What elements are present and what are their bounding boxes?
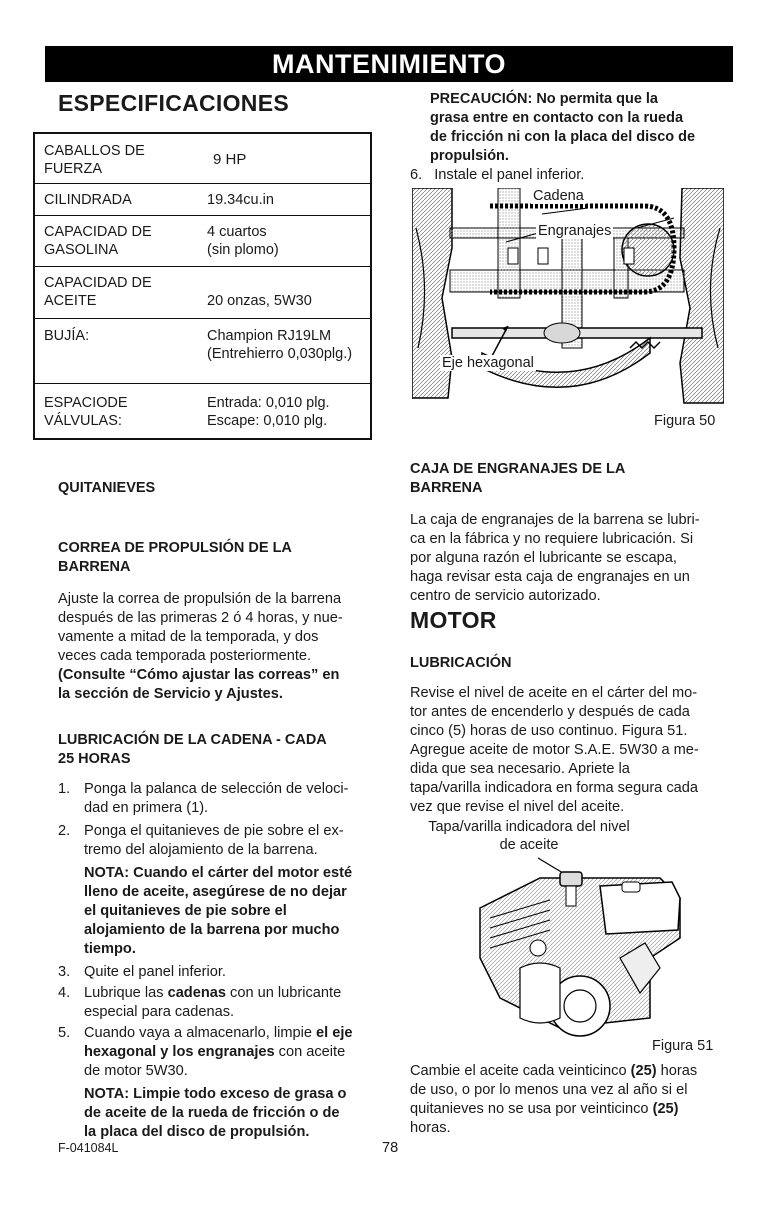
heading-line: 25 HORAS: [58, 751, 131, 767]
text-span: hexagonal y los engranajes: [84, 1044, 275, 1060]
correa-heading: [58, 539, 292, 577]
text-line: grasa entre en contacto con la rueda: [430, 110, 684, 126]
text-span: (25): [652, 1101, 679, 1117]
lubricacion-body: [410, 684, 699, 817]
list-item: [58, 780, 388, 818]
header-bar: [45, 46, 733, 82]
text-span: Lubrique las: [84, 985, 168, 1001]
heading-line: LUBRICACIÓN DE LA CADENA - CADA: [58, 732, 327, 748]
spec-label: ESPACIODE: [44, 395, 128, 411]
spec-value: (Entrehierro 0,030plg.): [207, 346, 353, 362]
heading-line: BARRENA: [58, 559, 131, 575]
quitanieves-heading: QUITANIEVES: [58, 480, 156, 496]
spec-value: 20 onzas, 5W30: [207, 293, 312, 309]
text-line: cinco (5) horas de uso continuo. Figura 51.: [410, 723, 688, 739]
spec-value: 9 HP: [213, 151, 247, 168]
text-line: Revise el nivel de aceite en el cárter del mo-: [410, 685, 698, 701]
final-paragraph: [410, 1062, 697, 1138]
text-line: de motor 5W30.: [84, 1063, 188, 1079]
text-line: por alguna razón el lubricante se escapa,: [410, 550, 677, 566]
step-number: 6.: [410, 167, 423, 183]
lubricacion-heading: LUBRICACIÓN: [410, 655, 512, 671]
text-line: ca en la fábrica y no requiere lubricación. Si: [410, 531, 694, 547]
page-number: 78: [382, 1140, 399, 1156]
figure-50-caption: Figura 50: [654, 413, 716, 429]
text-span: quitanieves no se usa por veinticinco: [410, 1101, 653, 1117]
figure-50: [412, 188, 724, 434]
motor-heading: MOTOR: [410, 607, 497, 633]
list-item: [410, 166, 584, 185]
label-cadena: Cadena: [533, 188, 584, 204]
text-line: tiempo.: [84, 941, 136, 957]
text-line: vez que revise el nivel del aceite.: [410, 799, 625, 815]
spec-value: Escape: 0,010 plg.: [207, 413, 328, 429]
text-line: veces cada temporada posteriormente.: [58, 648, 312, 664]
text-line: después de las primeras 2 ó 4 horas, y nue-: [58, 610, 343, 626]
text-line: la placa del disco de propulsión.: [84, 1124, 310, 1140]
text-line: de fricción ni con la placa del disco de: [430, 129, 696, 145]
text-span: Cambie el aceite cada veinticinco: [410, 1063, 631, 1079]
text-line: Agregue aceite de motor S.A.E. 5W30 a me-: [410, 742, 699, 758]
text-line: La caja de engranajes de la barrena se lubri-: [410, 512, 700, 528]
text-line: alojamiento de la barrena por mucho: [84, 922, 340, 938]
step-number: 3.: [58, 964, 71, 980]
spec-row: [35, 319, 370, 384]
specs-table: [33, 132, 372, 440]
header-title: MANTENIMIENTO: [272, 49, 506, 79]
heading-line: CAJA DE ENGRANAJES DE LA: [410, 461, 626, 477]
caja-heading: [410, 460, 625, 498]
correa-body: [58, 590, 343, 704]
heading-line: BARRENA: [410, 480, 483, 496]
text-span: horas: [656, 1063, 698, 1079]
spec-row: [35, 384, 370, 438]
spec-label: CAPACIDAD DE: [44, 275, 152, 291]
spec-label: CILINDRADA: [44, 192, 132, 208]
caja-body: [410, 511, 700, 606]
list-item: [58, 984, 388, 1022]
figure-51: [410, 818, 724, 1058]
text-line: Ponga el quitanieves de pie sobre el ex-: [84, 823, 344, 839]
text-span: cadenas: [167, 985, 226, 1001]
steps-list: [58, 780, 388, 1142]
step-number: 1.: [58, 781, 71, 797]
text-line: centro de servicio autorizado.: [410, 588, 601, 604]
text-line: PRECAUCIÓN: No permita que la: [430, 91, 658, 107]
engine-illustration: [410, 818, 724, 1058]
text-span: con un lubricante: [226, 985, 342, 1001]
text-span: con aceite: [274, 1044, 346, 1060]
text-line: tor antes de encenderlo y después de cada: [410, 704, 690, 720]
spec-row: [35, 184, 370, 216]
spec-value: 19.34cu.in: [207, 192, 274, 208]
list-item: [58, 1024, 388, 1081]
spec-label: GASOLINA: [44, 242, 119, 258]
spec-value: Champion RJ19LM: [207, 328, 332, 344]
text-span: Cuando vaya a almacenarlo, limpie: [84, 1025, 317, 1041]
spec-value: Entrada: 0,010 plg.: [207, 395, 330, 411]
text-line: Instale el panel inferior.: [434, 167, 585, 183]
spec-label: ACEITE: [44, 293, 97, 309]
text-line: Quite el panel inferior.: [84, 964, 226, 980]
step-number: 5.: [58, 1025, 71, 1041]
nota-1: [58, 864, 388, 959]
footer-code: F-041084L: [58, 1141, 119, 1155]
nota-2: [58, 1085, 388, 1142]
text-line: especial para cadenas.: [84, 1004, 235, 1020]
text-line: de uso, o por lo menos una vez al año si el: [410, 1082, 688, 1098]
lub-cadena-heading: [58, 731, 327, 769]
text-span: el eje: [316, 1025, 353, 1041]
text-line: propulsión.: [430, 148, 509, 164]
text-line: Ponga la palanca de selección de veloci-: [84, 781, 349, 797]
spec-label: BUJÍA:: [44, 328, 90, 344]
text-line: el quitanieves de pie sobre el: [84, 903, 287, 919]
text-line: haga revisar esta caja de engranajes en un: [410, 569, 690, 585]
text-line: tapa/varilla indicadora en forma segura cada: [410, 780, 698, 796]
label-eje-hexagonal: Eje hexagonal: [442, 355, 534, 371]
text-line: horas.: [410, 1120, 451, 1136]
text-line: vamente a mitad de la temporada, y dos: [58, 629, 319, 645]
text-line: tremo del alojamiento de la barrena.: [84, 842, 318, 858]
label-engranajes: Engranajes: [538, 223, 612, 239]
text-line: de aceite: [499, 837, 559, 853]
spec-value: 4 cuartos: [207, 224, 267, 240]
spec-label: CAPACIDAD DE: [44, 224, 152, 240]
text-span: (25): [630, 1063, 657, 1079]
text-line: dad en primera (1).: [84, 800, 209, 816]
spec-row: [35, 134, 370, 184]
spec-row: [35, 216, 370, 267]
text-line: lleno de aceite, asegúrese de no dejar: [84, 884, 347, 900]
spec-label: FUERZA: [44, 161, 102, 177]
step-number: 2.: [58, 823, 71, 839]
heading-line: CORREA DE PROPULSIÓN DE LA: [58, 540, 292, 556]
specs-heading: ESPECIFICACIONES: [58, 90, 290, 116]
text-line: NOTA: Limpie todo exceso de grasa o: [84, 1086, 347, 1102]
step-number: 4.: [58, 985, 71, 1001]
precaucion: [430, 90, 695, 166]
spec-value: (sin plomo): [207, 242, 279, 258]
text-line: NOTA: Cuando el cárter del motor esté: [84, 865, 353, 881]
text-line: dida que sea necesario. Apriete la: [410, 761, 630, 777]
list-item: [58, 963, 388, 982]
text-line: (Consulte “Cómo ajustar las correas” en: [58, 667, 340, 683]
figure-51-caption: Figura 51: [652, 1038, 714, 1054]
list-item: [58, 822, 388, 860]
text-line: Ajuste la correa de propulsión de la barrena: [58, 591, 342, 607]
spec-row: [35, 267, 370, 319]
spec-label: CABALLOS DE: [44, 143, 145, 159]
text-line: Tapa/varilla indicadora del nivel: [428, 819, 630, 835]
spec-label: VÁLVULAS:: [44, 413, 122, 429]
oil-cap-label: [414, 818, 644, 854]
text-line: la sección de Servicio y Ajustes.: [58, 686, 283, 702]
text-line: de aceite de la rueda de fricción o de: [84, 1105, 340, 1121]
